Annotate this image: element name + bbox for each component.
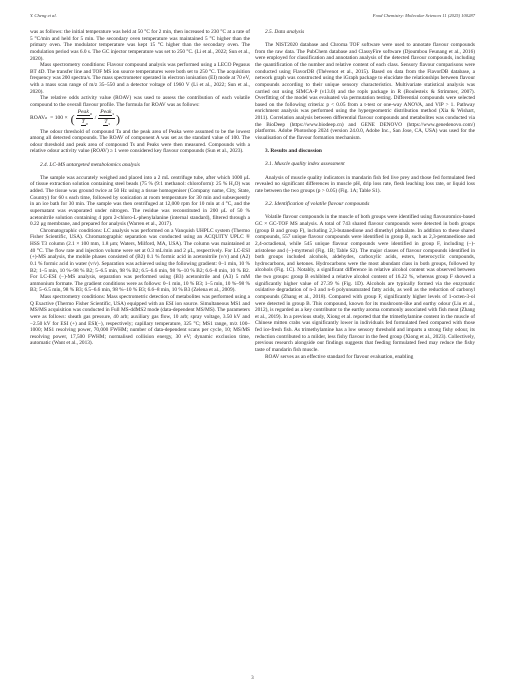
roav-equation: ROAV a = 100 × ( $\frac{Peak_a}{T_a}$ / $\frac{Peak_s}{T_s}$ ) xyxy=(30,109,120,127)
paragraph-gc-conditions: was as follows: the initial temperature was held at 50 °C for 2 min, then increased to 230 °C at a rate of 5 °C/min and held for 5 min. The secondary oven temperature was maintained 5 °C higher than the primary oven. The modulator temperature was kept 15 °C higher than the secondary oven. The modulation period was 6.0 s. The GC injector temperature was set to 250 °C. (Li et al., 2022; Sun et al., 2020). xyxy=(30,29,250,62)
paragraph-roav-standard: ROAV serves as an effective standard for flavour evaluation, enabling xyxy=(265,353,414,360)
running-header-journal: Food Chemistry: Molecular Sciences 11 (2025) 100287 xyxy=(372,13,475,18)
page-number: 3 xyxy=(251,676,254,681)
paragraph-lc-ms-conditions: Mass spectrometry conditions: Mass spectrometric detection of metabolites was performed using a Q Exactive (Thermo Fisher Scientific, USA) equipped with an ESI ion source. Simultaneous MS1 and MS/MS acquisition was conducted in Full MS-ddMS2 mode (data-dependent MS/MS). The parameters were as follows: sheath gas pressure, 40 arb; auxiliary gas flow, 10 arb; spray voltage, 3.50 kV and −2.50 kV for ESI (+) and ESI(−), respectively; capillary temperature, 325 °C; MS1 range, m/z 100–1000; MS1 resolving power, 70,000 FWHM; number of data-dependent scans per cycle, 10; MS/MS resolving power, 17,500 FWHM; normalised collision energy, 30 eV; dynamic exclusion time, automatic (Want et al., 2013). xyxy=(30,294,250,347)
paragraph-muscle-quality: Analysis of muscle quality indicators in mandarin fish fed live prey and those fed formulated feed revealed no significant differences in muscle pH, drip loss rate, flesh leaching loss rate, or liquid loss rate between the two groups (p > 0.05) (Fig. 1A; Table S1). xyxy=(255,174,475,194)
running-header-authors: Y. Cheng et al. xyxy=(30,13,57,18)
eq-lhs: ROAV xyxy=(30,115,46,122)
paragraph-sample-prep: The sample was accurately weighed and placed into a 2 mL centrifuge tube, after which 1000 μL of tissue extraction solution containing steel beads (75 % (9:1 methanol: chloroform): 25 % H₂O) was added. The tissue was ground twice at 50 Hz using a tissue homogeniser (Company name, City, State, Country) for 60 s each time, followed by sonication at room temperature for 30 min and subsequently in an ice bath for 30 min. The sample was then centrifuged at 12,000 rpm for 10 min at 4 °C, and the supernatant was evaporated under nitrogen. The residue was reconstituted in 200 μL of 50 % acetonitrile solution containing 4 ppm 2-chloro-L-phenylalanine (internal standard), filtered through a 0.22 μg membrane, and prepared for analysis (Warren et al., 2017). xyxy=(30,174,250,228)
paragraph-roav-threshold: The odour threshold of compound Ta and the peak area of Peaka were assumed to be the lowest among all detected compounds. The ROAV of component A was set as the standard value of 100. The odour threshold and peak area of compound Ts and Peaks were then measured. Compounds with a relative odour activity value (ROAV) ≥ 1 were considered key flavour compounds (Sun et al., 2023). xyxy=(30,128,250,155)
eq-lhs-sub: a xyxy=(45,115,48,121)
paragraph-roav-intro: The relative odds activity value (ROAV) was used to assess the contribution of each volatile compound to the overall flavour profile. The formula for ROAV was as follows: xyxy=(30,95,250,108)
paragraph-lc-conditions: Chromatographic conditions: LC analysis was performed on a Vanquish UHPLC system (Thermo Fisher Scientific, USA). Chromatographic separation was conducted using an ACQUITY UPLC ® HSS T3 column (2.1 × 100 mm, 1.8 μm; Waters, Milford, MA, USA). The column was maintained at 40 °C. The flow rate and injection volume were set at 0.3 mL/min and 2 μL, respectively. For LC-ESI (+)-MS analysis, the mobile phases consisted of (B2) 0.1 % formic acid in acetonitrile (v/v) and (A2) 0.1 % formic acid in water (v/v). Separation was achieved using the following gradient: 0–1 min, 10 % B2; 1–5 min, 10 %–98 % B2; 5–6.5 min, 98 % B2; 6.5–6.6 min, 98 %–10 % B2; 6.6–8 min, 10 % B2. For LC-ESI (−)-MS analysis, separation was performed using (B3) acetonitrile and (A3) 5 mM ammonium formate. The gradient conditions were as follows: 0–1 min, 10 % B3; 1–5 min, 10 %–98 % B3; 5–6.5 min, 98 % B3; 6.5–6.6 min, 98 %–10 % B3; 6.6–8 min, 10 % B3 (Zelena et al., 2009). xyxy=(30,227,250,294)
paragraph-ms-conditions: Mass spectrometry conditions: Flavour compound analysis was performed using a LECO Pegasus BT 4D. The transfer line and TOF MS ion source temperatures were both set to 250 °C. The acquisition frequency was 200 spectra/s. The mass spectrometer operated in electron ionisation (EI) mode at 70 eV, with a mass scan range of m/z 35–550 and a detector voltage of 1960 V (Li et al., 2022; Sun et al., 2020). xyxy=(30,62,250,95)
right-column xyxy=(255,29,475,360)
left-column xyxy=(30,29,250,347)
eq-fraction-a: $\frac{Peak_a}{T_a}$ xyxy=(77,109,92,127)
paragraph-data-analysis: The NIST2020 database and Chroma TOF software were used to annotate flavour compounds from the raw data. The PubChem database and ClassyFire software (Djoumbou Feunang et al., 2016) were employed for classification and annotation analysis of the detected flavour compounds, including the quantification of the number and relative content of each class. Sensory flavour comparisons were conducted using FlavorDB (Thévenot et al., 2015). Based on data from the FlavorDB database, a network graph was constructed using the iGraph package to elucidate the relationships between flavour compounds according to their unique sensory characteristics. Multivariate statistical analysis was carried out using SIMCA-P (v13.0) and the ropls package in R (Boulesteix & Strimmer, 2007). Overfitting of the model was evaluated via permutation testing. Differential compounds were selected based on the following criteria: p < 0.05 from a t-test or one-way ANOVA, and VIP > 1. Pathway enrichment analysis was performed using the hypergeometric distribution method (Xia & Wishart, 2011). Correlation analysis between differential flavour compounds and metabolites was conducted via the BioDeep (https://www.biodeep.cn) and GENE DENOVO (https://www.genedenovo.com/) platforms. Adobe Photoshop 2024 (version 24.0.0, Adobe Inc., San Jose, CA, USA) was used for the visualisation of the flavour formation mechanism. xyxy=(255,42,475,141)
section-3-heading: 3. Results and discussion xyxy=(265,148,322,155)
section-3-1-heading: 3.1. Muscle quality index assessment xyxy=(265,161,345,168)
paragraph-volatile-compounds: Volatile flavour compounds in the muscle of both groups were identified using flavouromics-based GC × GC-TOF MS analysis. A total of 743 shared flavour compounds were detected in both groups (group B and group F), including 2,3-butanedione and dimethyl phthalate. In addition to these shared compounds, 557 unique flavour compounds were identified in group B, such as 2,3-pentanedione and 2,4-octadienal, while 545 unique flavour compounds were identified in group F, including (−)-aristolene and (−)-myrtenol (Fig. 1B; Table S2). The major classes of flavour compounds identified in both groups included alcohols, aldehydes, carboxylic acids, esters, heterocyclic compounds, hydrocarbons, and ketones. Hydrocarbons were the most abundant class in both groups, followed by alcohols (Fig. 1C). Notably, a significant difference in relative alcohol content was observed between the two groups: group B exhibited a relative alcohol content of 16.22 %, whereas group F showed a significantly higher value of 27.39 % (Fig. 1D). Alcohols are typically formed via the enzymatic oxidative degradation of n-3 and n-6 polyunsaturated fatty acids, as well as the reduction of carbonyl compounds (Zhang et al., 2018). Compared with group F, significantly higher levels of 1-octen-3-ol were detected in group B. This compound, known for its mushroom-like and earthy odour (Liu et al., 2012), is regarded as a key contributor to the earthy aroma commonly associated with fish meat (Zhang et al., 2019). In a previous study, Xiong et al. reported that the trimethylamine content in the muscle of Chinese mitten crabs was significantly lower in individuals fed formulated feed compared with those fed ice-fresh fish. As trimethylamine has a low sensory threshold and imparts a strong fishy odour, its reduction contributed to a milder, less fishy flavour in the feed group (Xiong et al., 2023). Collectively, previous research alongside our findings suggests that feeding formulated feed may reduce the fishy taste of mandarin fish muscle. xyxy=(255,214,475,353)
section-3-2-heading: 3.2. Identification of volatile flavour compounds xyxy=(265,201,370,208)
eq-fraction-s: $\frac{Peak_s}{T_s}$ xyxy=(100,109,114,127)
eq-sign: = 100 × xyxy=(50,115,68,122)
section-2-5-heading: 2.5. Data analysis xyxy=(265,29,305,35)
section-2-4-heading: 2.4. LC-MS untargeted metabolomics analysis xyxy=(40,161,140,168)
